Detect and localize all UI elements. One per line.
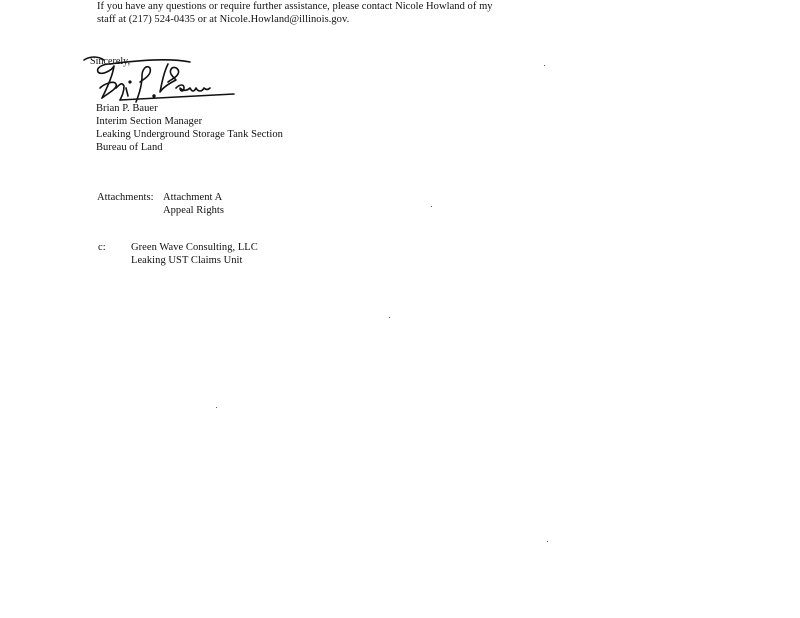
signer-section: Leaking Underground Storage Tank Section [96, 129, 283, 140]
scan-speck [389, 317, 390, 318]
scan-speck [216, 407, 217, 408]
scan-speck [547, 541, 548, 542]
cc-recipient: Leaking UST Claims Unit [131, 255, 243, 266]
cc-recipient: Green Wave Consulting, LLC [131, 242, 258, 253]
attachment-item: Attachment A [163, 192, 223, 203]
scan-speck [431, 206, 432, 207]
cc-label: c: [98, 242, 106, 253]
salutation: Sincerely, [90, 56, 131, 67]
attachment-item: Appeal Rights [163, 205, 225, 216]
scan-speck [544, 65, 545, 66]
attachments-label: Attachments: [97, 192, 154, 203]
signer-bureau: Bureau of Land [96, 142, 163, 153]
closing-paragraph-line-2: staff at (217) 524-0435 or at Nicole.Howland@illinois.gov. [97, 14, 350, 25]
signer-title: Interim Section Manager [96, 116, 203, 127]
handwritten-signature [80, 52, 240, 108]
closing-paragraph-line-1: If you have any questions or require further assistance, please contact Nicole Howland of my [97, 1, 493, 12]
signer-name: Brian P. Bauer [96, 103, 158, 114]
